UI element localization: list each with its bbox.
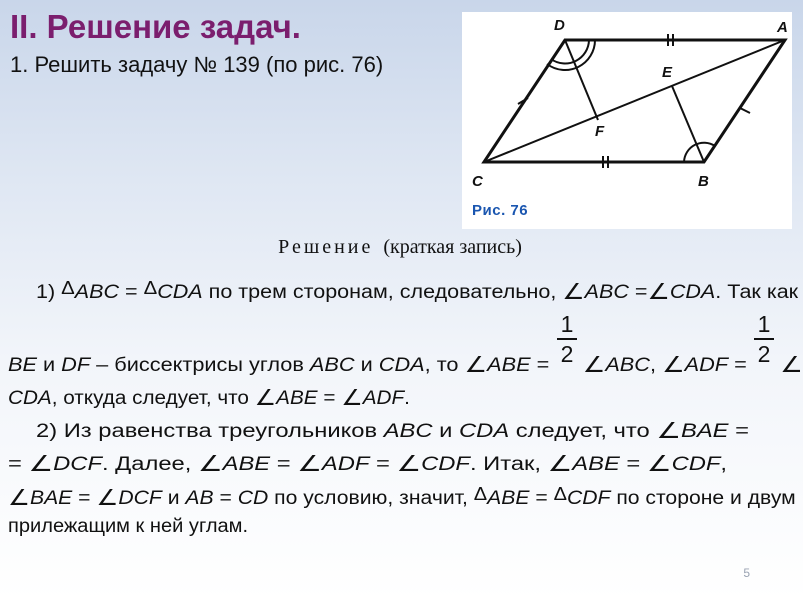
text-run: , то [424,355,465,376]
fraction-bar [557,338,577,340]
diagonal-ac [484,40,785,162]
math-identifier: CDA [8,388,52,409]
angle-symbol: ∠ [254,385,277,410]
math-identifier: CDA [459,421,510,442]
solution-line-text [8,352,803,378]
math-identifier: DCF [118,488,162,509]
math-identifier: ABC [605,355,650,376]
math-identifier: CDF [421,454,470,475]
text-run: . [404,388,410,409]
angle-symbol: ∠ [562,279,585,304]
label-f: F [595,123,605,140]
math-identifier: DF [61,355,91,376]
angle-symbol: ∠ [656,418,681,443]
parallelogram-diagram [462,12,792,229]
math-identifier: CDA [157,282,203,303]
label-a: A [777,19,788,36]
task-statement: 1. Решить задачу № 139 (по рис. 76) [10,52,384,77]
text-run: . Итак, [469,454,548,475]
solution-line-1 [36,278,798,305]
triangle-symbol: Δ [553,484,567,504]
slide-number: 5 [743,566,750,580]
math-identifier: ADF [321,454,370,475]
fraction-denominator: 2 [560,341,574,367]
solution-line-4 [36,418,749,444]
math-identifier: CDA [669,282,716,303]
text-run: 1) [36,282,62,303]
text-run: , [720,454,728,475]
fraction-numerator: 1 [560,311,574,337]
text-run: = [119,282,144,303]
triangle-symbol: Δ [143,278,158,298]
text-run: – биссектрисы углов [90,355,310,376]
angle-symbol: ∠ [582,352,606,377]
text-run: и [354,355,379,376]
angle-symbol: ∠ [396,451,422,476]
math-identifier: CDA [378,355,425,376]
text-run: = [628,282,648,303]
text-run: по условию, значит, [268,488,474,509]
fraction-denominator: 2 [757,341,771,367]
angle-symbol: ∠ [780,352,803,377]
solution-line-7 [8,516,248,538]
solution-line-text [8,451,727,477]
text-run: 2) Из равенства треугольников [36,421,384,442]
solution-line-6 [8,484,796,511]
angle-symbol: ∠ [8,485,30,510]
solution-line-text [36,278,798,305]
text-run: = [529,488,554,509]
text-run: = [369,454,397,475]
tick-ab [740,108,750,113]
solution-line-5 [8,451,727,477]
math-identifier: ABC [584,282,629,303]
math-identifier: ABE [572,454,620,475]
text-run: следует, что [509,421,657,442]
text-run: и [432,421,460,442]
text-run: = [728,355,753,376]
triangle-symbol: Δ [473,484,488,504]
math-identifier: DCF [53,454,102,475]
figure-caption: Рис. 76 [472,202,529,219]
fraction-half-1 [557,312,577,366]
text-run: . Так как [715,282,799,303]
math-identifier: ABE [487,488,530,509]
solution-line-3 [8,385,410,411]
label-b: B [698,173,709,190]
solution-heading-word: Решение [278,236,374,258]
text-run: . Далее, [101,454,198,475]
solution-line-text [8,516,248,538]
math-identifier: CDF [671,454,721,475]
text-run: и [36,355,62,376]
fraction-numerator: 1 [757,311,771,337]
math-identifier: AB [185,488,214,509]
math-identifier: CDF [566,488,611,509]
text-run: , [649,355,663,376]
text-run: = [8,454,29,475]
math-identifier: ADF [362,388,405,409]
text-run: = [530,355,556,376]
text-run: = [619,454,647,475]
solution-heading [0,236,800,259]
angle-symbol: ∠ [197,451,223,476]
solution-heading-note: (краткая запись) [383,236,522,258]
label-e: E [662,64,673,81]
math-identifier: ABC [383,421,433,442]
text-run: прилежащим к ней углам. [8,516,249,537]
label-c: C [472,173,483,190]
math-identifier: ABE [276,388,318,409]
text-run: = [213,488,238,509]
slide-title: II. Решение задач. [10,8,301,45]
text-run: и [161,488,186,509]
triangle-symbol: Δ [61,278,75,298]
text-run: по трем сторонам, следовательно, [202,282,563,303]
fraction-bar [754,338,774,340]
math-identifier: CD [237,488,269,509]
angle-symbol: ∠ [28,451,54,476]
text-run: = [728,421,750,442]
fraction-half-2 [754,312,774,366]
math-identifier: ABE [222,454,271,475]
math-identifier: ADF [684,355,729,376]
angle-symbol: ∠ [547,451,573,476]
angle-symbol: ∠ [297,451,322,476]
angle-symbol: ∠ [464,352,488,377]
angle-symbol: ∠ [647,279,670,304]
text-run: , откуда следует, что [51,388,255,409]
text-run: по стороне и двум [610,488,796,509]
angle-symbol: ∠ [341,385,363,410]
math-identifier: BE [8,355,37,376]
math-identifier: ABC [74,282,120,303]
text-run: = [317,388,342,409]
angle-symbol: ∠ [96,485,119,510]
math-identifier: BAE [29,488,73,509]
math-identifier: ABC [309,355,355,376]
solution-line-text [8,385,410,411]
figure-76 [462,12,792,229]
solution-line-text [36,418,749,444]
solution-line-text [8,484,796,511]
angle-symbol: ∠ [646,451,672,476]
text-run: = [270,454,298,475]
angle-symbol: ∠ [662,352,685,377]
label-d: D [554,17,565,34]
solution-line-2 [8,352,803,378]
math-identifier: BAE [681,421,729,442]
math-identifier: ABE [487,355,531,376]
text-run: = [72,488,97,509]
